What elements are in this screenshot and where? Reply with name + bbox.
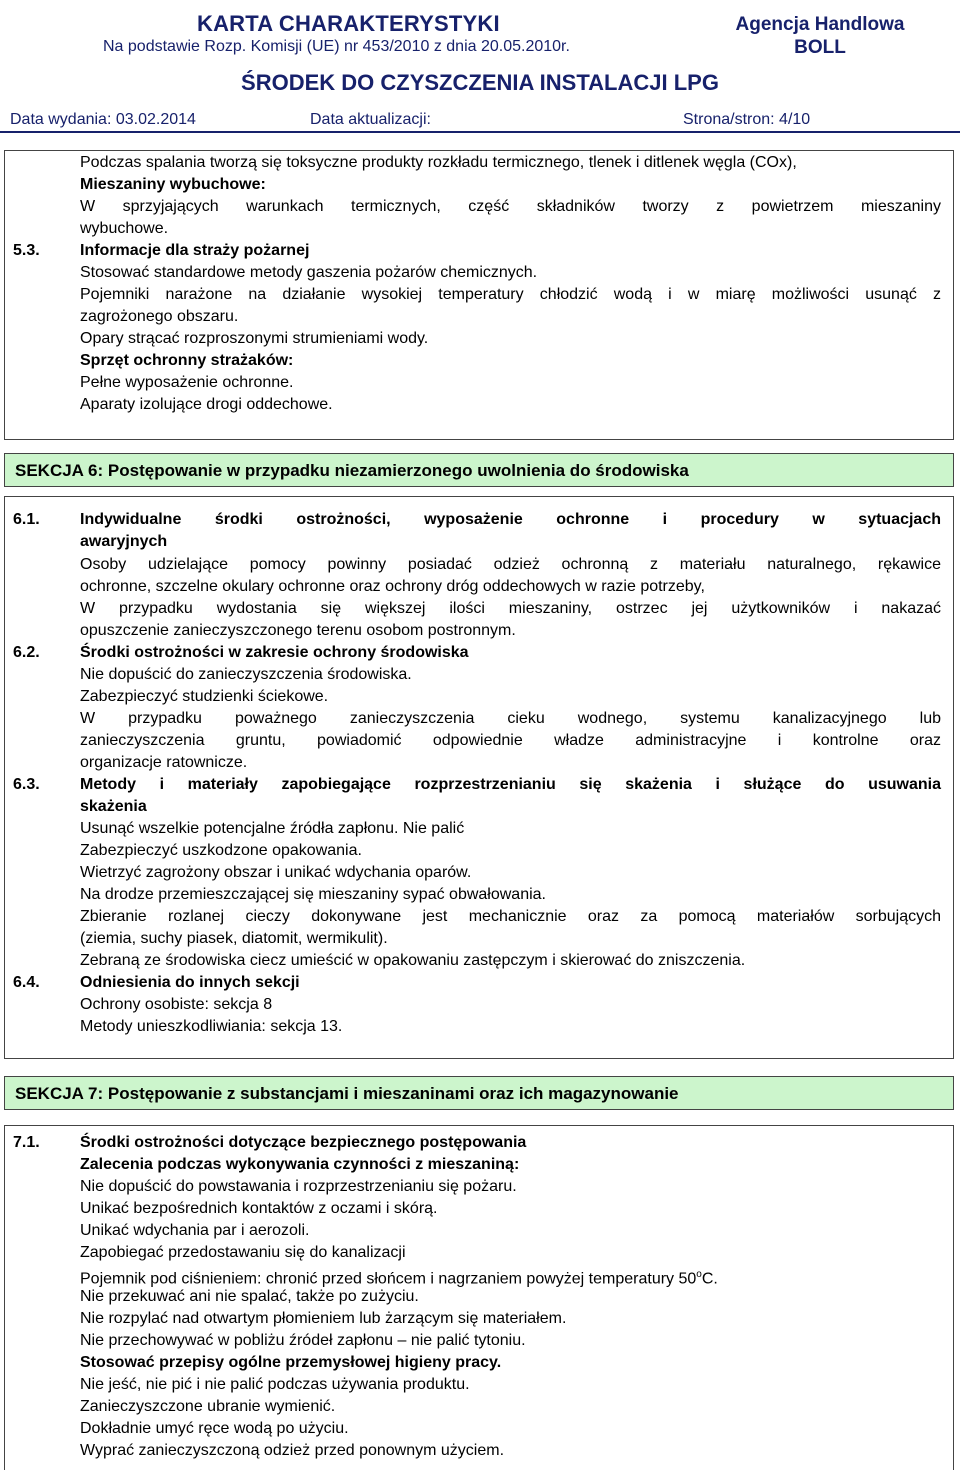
- text-line: wybuchowe.: [80, 220, 169, 237]
- text-line: Zanieczyszczone ubranie wymienić.: [80, 1398, 336, 1415]
- text-line: zanieczyszczenia gruntu, powiadomić odpowiednie władze administracyjne i kontrolne oraz: [80, 732, 941, 749]
- text-part: Pojemnik pod ciśnieniem: chronić przed słońcem i nagrzaniem powyżej temperatury 50: [80, 1270, 697, 1288]
- text-line: Nie przekuwać ani nie spalać, także po zużyciu.: [80, 1288, 419, 1305]
- text-part: C.: [701, 1270, 718, 1288]
- page-number: Strona/stron: 4/10: [683, 111, 811, 128]
- subsection-number: 6.4.: [13, 974, 40, 991]
- text-line: Unikać wdychania par i aerozoli.: [80, 1222, 310, 1239]
- text-line: Nie przechowywać w pobliżu źródeł zapłonu – nie palić tytoniu.: [80, 1332, 526, 1349]
- text-line: Ochrony osobiste: sekcja 8: [80, 996, 273, 1013]
- text-line: Zebraną ze środowiska ciecz umieścić w opakowaniu zastępczym i skierować do zniszczenia.: [80, 952, 746, 969]
- agency-line-1: Agencja Handlowa: [735, 14, 905, 35]
- text-line: W przypadku poważnego zanieczyszczenia cieku wodnego, systemu kanalizacyjnego lub: [80, 710, 941, 727]
- subheading: Mieszaniny wybuchowe:: [80, 176, 266, 193]
- text-line: zagrożonego obszaru.: [80, 308, 239, 325]
- text-line: Dokładnie umyć ręce wodą po użyciu.: [80, 1420, 349, 1437]
- text-line: Zapobiegać przedostawaniu się do kanalizacji: [80, 1244, 406, 1261]
- subheading: Stosować przepisy ogólne przemysłowej higieny pracy.: [80, 1354, 502, 1371]
- text-line: Nie rozpylać nad otwartym płomieniem lub żarzącym się materiałem.: [80, 1310, 567, 1327]
- subsection-heading: Indywidualne środki ostrożności, wyposażenie ochronne i procedury w sytuacjach: [80, 511, 941, 528]
- section-6-header: SEKCJA 6: Postępowanie w przypadku niezamierzonego uwolnienia do środowiska: [4, 453, 954, 487]
- text-line: opuszczenie zanieczyszczonego terenu osobom postronnym.: [80, 622, 516, 639]
- agency-name: [720, 13, 920, 59]
- subsection-heading: awaryjnych: [80, 533, 168, 550]
- text-line: Na drodze przemieszczającej się mieszaniny sypać obwałowania.: [80, 886, 546, 903]
- regulation-reference: Na podstawie Rozp. Komisji (UE) nr 453/2010 z dnia 20.05.2010r.: [103, 38, 570, 55]
- text-line: Zbieranie rozlanej cieczy dokonywane jest mechanicznie oraz za pomocą materiałów sorbujących: [80, 908, 941, 925]
- text-line: W sprzyjających warunkach termicznych, część składników tworzy z powietrzem mieszaniny: [80, 198, 941, 215]
- subheading: Sprzęt ochronny strażaków:: [80, 352, 294, 369]
- section-7-header: SEKCJA 7: Postępowanie z substancjami i mieszaninami oraz ich magazynowanie: [4, 1076, 954, 1110]
- text-line: organizacje ratownicze.: [80, 754, 248, 771]
- text-line: Stosować standardowe metody gaszenia pożarów chemicznych.: [80, 264, 538, 281]
- subsection-heading: Środki ostrożności w zakresie ochrony środowiska: [80, 644, 469, 661]
- subsection-heading: Informacje dla straży pożarnej: [80, 242, 310, 259]
- text-line: Zabezpieczyć uszkodzone opakowania.: [80, 842, 362, 859]
- subsection-heading: Metody i materiały zapobiegające rozprzestrzenianiu się skażenia i służące do usuwania: [80, 776, 941, 793]
- subsection-number: 5.3.: [13, 242, 40, 259]
- text-line: Nie jeść, nie pić i nie palić podczas używania produktu.: [80, 1376, 470, 1393]
- subsection-number: 6.1.: [13, 511, 40, 528]
- text-line: Osoby udzielające pomocy powinny posiadać odzież ochronną z materiału naturalnego, rękawice: [80, 556, 941, 573]
- text-line: Podczas spalania tworzą się toksyczne produkty rozkładu termicznego, tlenek i ditlenek węgla (COx),: [80, 154, 797, 171]
- text-line: Wyprać zanieczyszczoną odzież przed ponownym użyciem.: [80, 1442, 505, 1459]
- update-date: Data aktualizacji:: [310, 111, 431, 128]
- subsection-heading: skażenia: [80, 798, 147, 815]
- text-line: Usunąć wszelkie potencjalne źródła zapłonu. Nie palić: [80, 820, 465, 837]
- header-divider: [0, 131, 960, 133]
- text-line: Metody unieszkodliwiania: sekcja 13.: [80, 1018, 343, 1035]
- text-line: (ziemia, suchy piasek, diatomit, wermikulit).: [80, 930, 388, 947]
- agency-line-2: BOLL: [794, 37, 846, 58]
- text-line: W przypadku wydostania się większej ilości mieszaniny, ostrzec jej użytkowników i nakazać: [80, 600, 941, 617]
- subsection-number: 6.3.: [13, 776, 40, 793]
- subsection-heading: Odniesienia do innych sekcji: [80, 974, 300, 991]
- document-title: KARTA CHARAKTERYSTYKI: [197, 11, 500, 36]
- text-line: Unikać bezpośrednich kontaktów z oczami i skórą.: [80, 1200, 438, 1217]
- text-line: Opary strącać rozproszonymi strumieniami wody.: [80, 330, 429, 347]
- text-line: Nie dopuścić do powstawania i rozprzestrzenianiu się pożaru.: [80, 1178, 517, 1195]
- text-line: Pojemniki narażone na działanie wysokiej temperatury chłodzić wodą i w miarę możliwości usunąć z: [80, 286, 941, 303]
- subsection-heading: Środki ostrożności dotyczące bezpiecznego postępowania: [80, 1134, 527, 1151]
- text-line: Aparaty izolujące drogi oddechowe.: [80, 396, 333, 413]
- issue-date: Data wydania: 03.02.2014: [10, 111, 196, 128]
- subsection-number: 7.1.: [13, 1134, 40, 1151]
- text-line: Wietrzyć zagrożony obszar i unikać wdychania oparów.: [80, 864, 472, 881]
- superscript: o: [696, 1269, 702, 1280]
- subheading: Zalecenia podczas wykonywania czynności z mieszaniną:: [80, 1156, 520, 1173]
- subsection-number: 6.2.: [13, 644, 40, 661]
- text-line: ochronne, szczelne okulary ochronne oraz ochrony dróg oddechowych w razie potrzeby,: [80, 578, 705, 595]
- text-line: Pełne wyposażenie ochronne.: [80, 374, 294, 391]
- product-name: ŚRODEK DO CZYSZCZENIA INSTALACJI LPG: [241, 70, 719, 95]
- text-line: Nie dopuścić do zanieczyszczenia środowiska.: [80, 666, 412, 683]
- page-header: [0, 0, 960, 132]
- text-line: Zabezpieczyć studzienki ściekowe.: [80, 688, 329, 705]
